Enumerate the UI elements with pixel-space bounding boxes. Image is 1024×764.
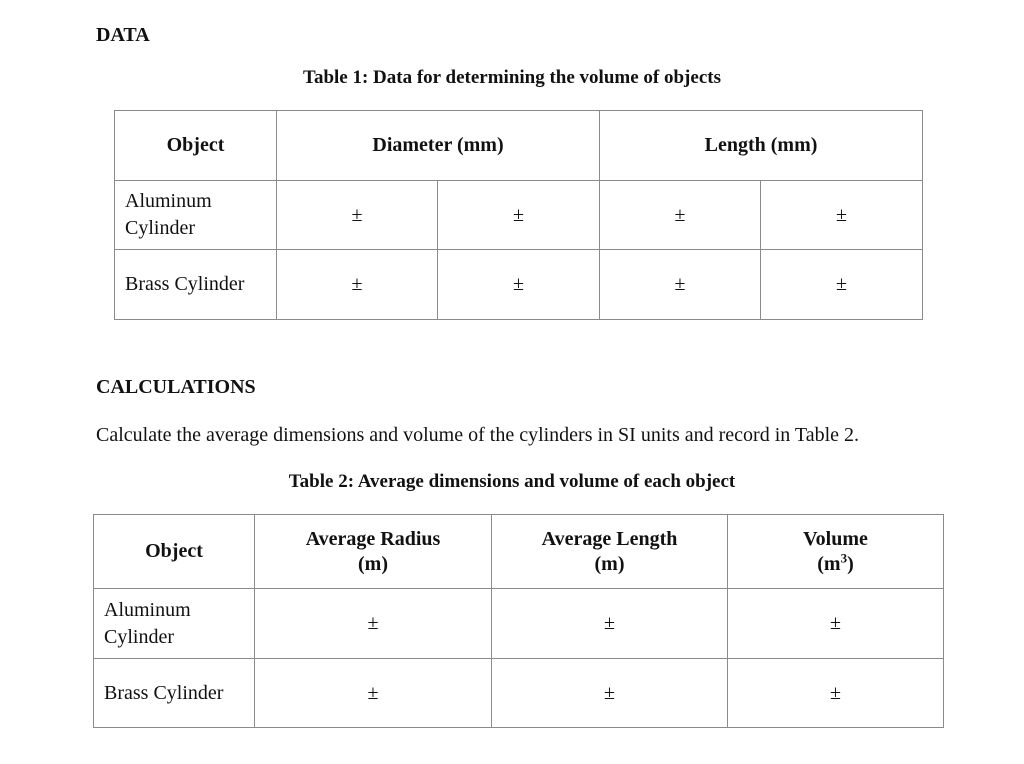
object-name-line: Aluminum — [104, 598, 191, 621]
table1-input-cell[interactable]: ± — [438, 181, 600, 250]
calculations-instruction: Calculate the average dimensions and volume of the cylinders in SI units and record in Table 2. — [96, 424, 860, 446]
table2-input-cell[interactable]: ± — [255, 589, 492, 659]
object-name-line: Aluminum — [125, 190, 212, 212]
header-line: Volume — [803, 527, 868, 550]
table-row — [94, 659, 944, 728]
header-line: Average Radius — [305, 527, 441, 550]
table-row — [115, 250, 923, 320]
table1-input-cell[interactable]: ± — [277, 181, 438, 250]
table1-input-cell[interactable]: ± — [600, 250, 761, 320]
table2-header-avg-radius — [255, 515, 492, 589]
table2-input-cell[interactable]: ± — [255, 659, 492, 728]
table2-object-cell — [94, 589, 255, 659]
object-name-line: Cylinder — [125, 217, 195, 239]
table2-object-cell: Brass Cylinder — [94, 659, 255, 728]
volume-unit-base: (m — [817, 552, 841, 575]
table1 — [114, 110, 923, 320]
table2-header-volume — [728, 515, 944, 589]
table-row — [115, 181, 923, 250]
header-line: (m) — [594, 552, 625, 575]
table1-input-cell[interactable]: ± — [438, 250, 600, 320]
table2 — [93, 514, 944, 728]
data-heading: DATA — [96, 24, 150, 46]
volume-unit-exponent: 3 — [840, 549, 848, 565]
table1-header-diameter: Diameter (mm) — [277, 111, 600, 181]
table2-input-cell[interactable]: ± — [728, 659, 944, 728]
table-row — [94, 589, 944, 659]
table1-caption: Table 1: Data for determining the volume of objects — [303, 67, 721, 88]
table2-header-row — [94, 515, 944, 589]
table1-header-length: Length (mm) — [600, 111, 923, 181]
header-line: Average Length — [541, 527, 678, 550]
table2-input-cell[interactable]: ± — [492, 659, 728, 728]
table1-input-cell[interactable]: ± — [761, 250, 923, 320]
table2-header-object: Object — [94, 515, 255, 589]
table1-header-row — [115, 111, 923, 181]
table1-object-cell — [115, 181, 277, 250]
table1-object-cell: Brass Cylinder — [115, 250, 277, 320]
table2-input-cell[interactable]: ± — [492, 589, 728, 659]
table2-header-avg-length — [492, 515, 728, 589]
table1-input-cell[interactable]: ± — [600, 181, 761, 250]
table1-input-cell[interactable]: ± — [277, 250, 438, 320]
table1-header-object: Object — [115, 111, 277, 181]
calculations-heading: CALCULATIONS — [96, 376, 256, 398]
volume-unit-close: ) — [847, 552, 854, 575]
table1-input-cell[interactable]: ± — [761, 181, 923, 250]
table2-input-cell[interactable]: ± — [728, 589, 944, 659]
header-line: (m) — [358, 552, 388, 575]
table2-caption: Table 2: Average dimensions and volume of each object — [288, 471, 736, 492]
object-name-line: Cylinder — [104, 625, 174, 648]
